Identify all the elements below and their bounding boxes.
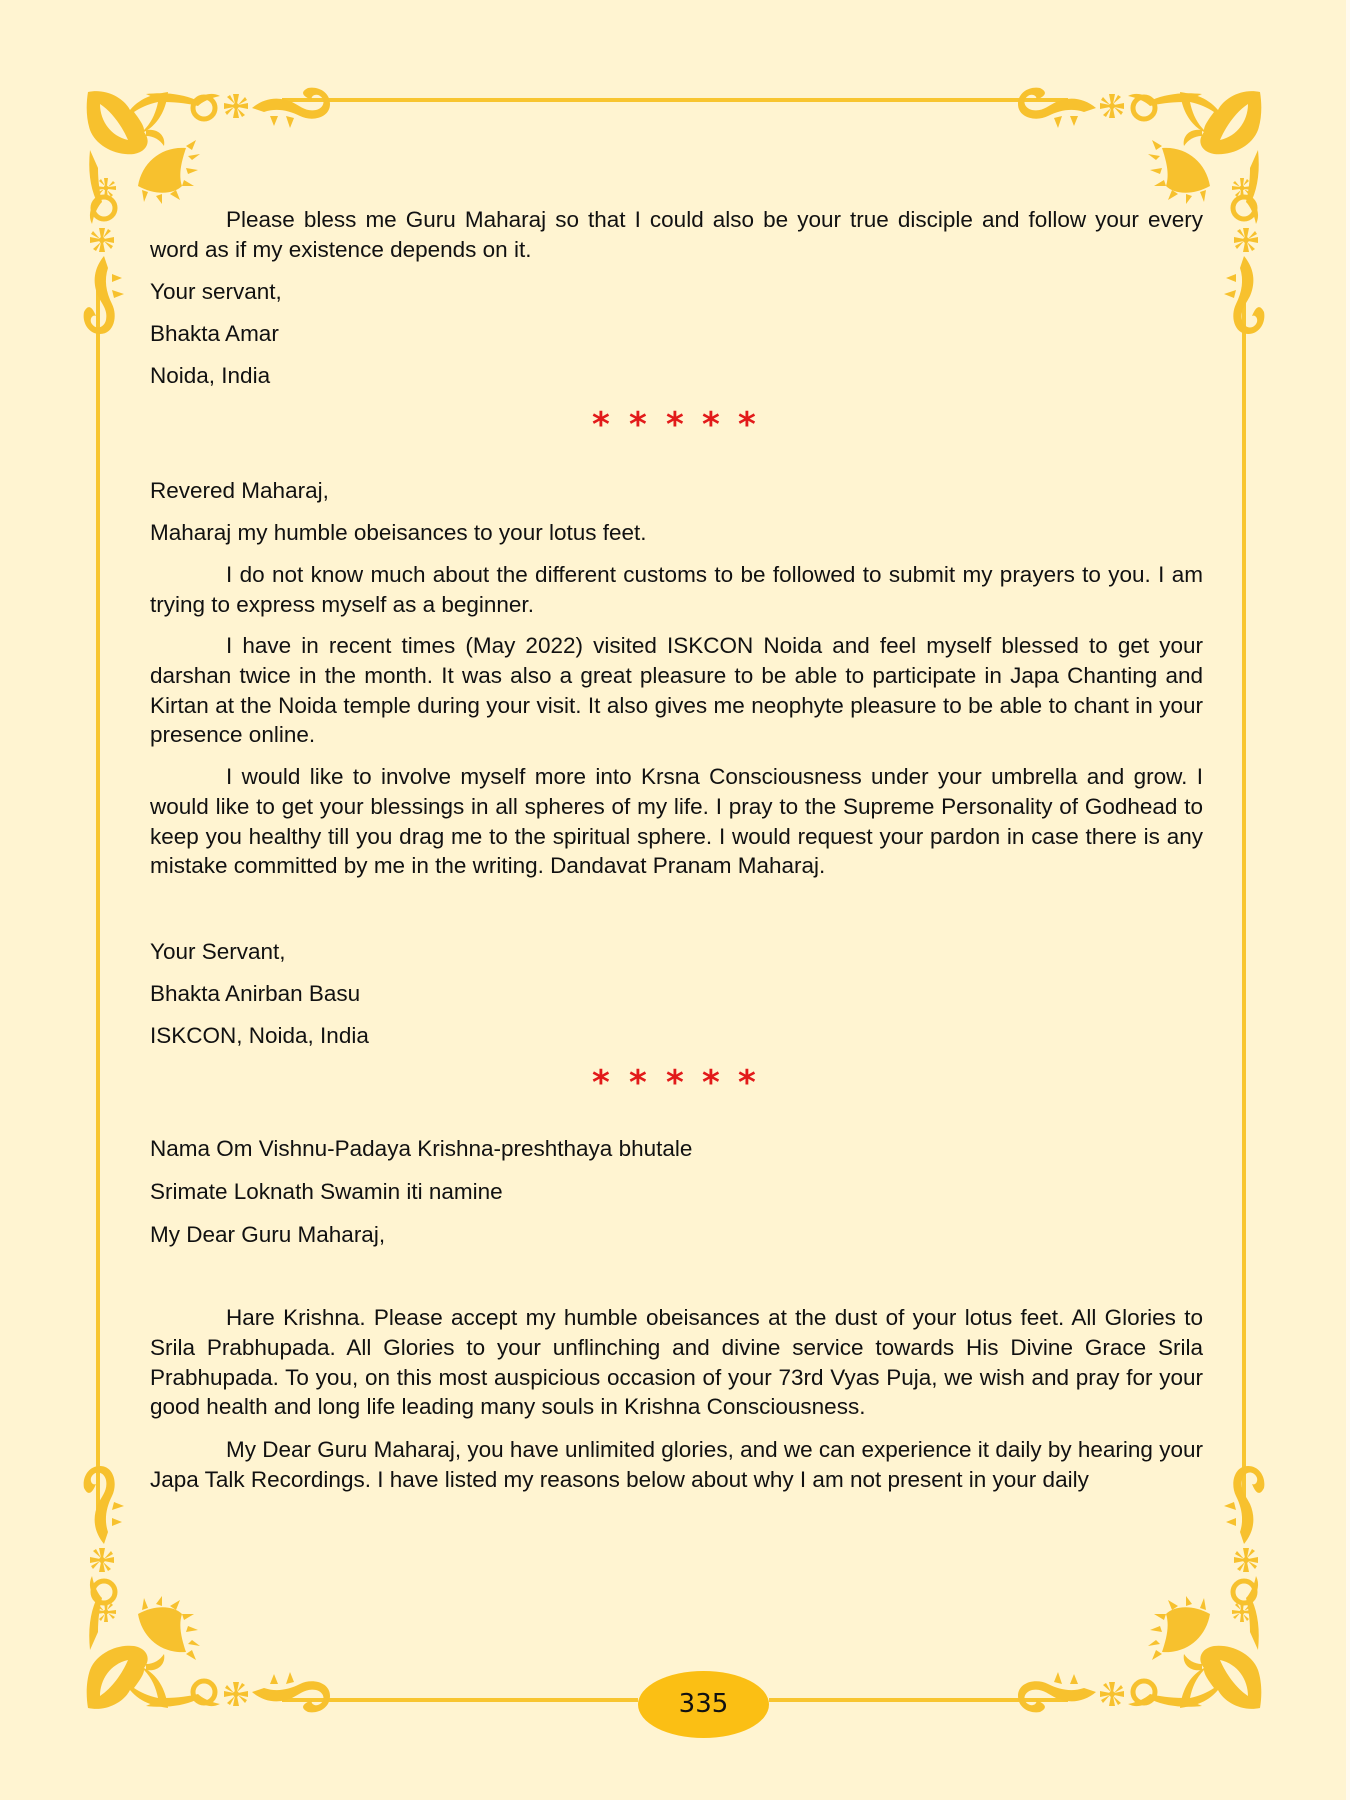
section-separator-stars	[592, 1063, 762, 1103]
separator-star: *	[592, 405, 610, 445]
letter3-paragraph: My Dear Guru Maharaj, you have unlimited glories, and we can experience it daily by hearing your Japa Talk Recordings. I have listed my reasons below about why I am not present in your daily	[150, 1437, 1203, 1492]
corner-ornament-bottom-left	[84, 1466, 330, 1712]
letter2-closing: Your Servant,	[150, 939, 286, 964]
letter1-closing: Your servant,	[150, 279, 282, 304]
letter2-paragraph: I have in recent times (May 2022) visited ISKCON Noida and feel myself blessed to get your darshan twice in the month. It was also a great pleasure to be able to participate in Japa Chanting and Kirtan at the Noida temple during your visit. It also gives me neophyte pleasure to be able to chant in your presence online.	[150, 633, 1203, 748]
letter1-signature-location: Noida, India	[150, 363, 271, 388]
letter3-paragraph: Hare Krishna. Please accept my humble obeisances at the dust of your lotus feet. All Glories to Srila Prabhupada. All Glories to your unflinching and divine service towards His Divine Grace Srila Prabhupada. To you, on this most auspicious occasion of your 73rd Vyas Puja, we wish and pray for your good health and long life leading many souls in Krishna Consciousness.	[150, 1305, 1203, 1420]
separator-star: *	[738, 1063, 756, 1103]
letter2-greeting: Maharaj my humble obeisances to your lotus feet.	[150, 520, 647, 545]
corner-ornament-bottom-right	[1018, 1466, 1264, 1712]
letter2-signature-name: Bhakta Anirban Basu	[150, 981, 361, 1006]
letter3-salutation: My Dear Guru Maharaj,	[150, 1222, 386, 1247]
letter2-paragraph: I do not know much about the different customs to be followed to submit my prayers to you. I am trying to express myself as a beginner.	[150, 562, 1203, 617]
separator-star: *	[666, 1063, 684, 1103]
separator-star: *	[666, 405, 684, 445]
letter1-signature-name: Bhakta Amar	[150, 321, 279, 346]
separator-star: *	[702, 1063, 720, 1103]
page-number-badge	[638, 1671, 769, 1738]
separator-star: *	[629, 1063, 647, 1103]
letter1-closing-paragraph: Please bless me Guru Maharaj so that I could also be your true disciple and follow your every word as if my existence depends on it.	[150, 207, 1203, 262]
section-separator-stars	[592, 405, 762, 445]
letter2-signature-location: ISKCON, Noida, India	[150, 1023, 369, 1048]
page-number: 335	[678, 1689, 729, 1719]
separator-star: *	[592, 1063, 610, 1103]
separator-star: *	[702, 405, 720, 445]
separator-star: *	[629, 405, 647, 445]
letter2-salutation: Revered Maharaj,	[150, 478, 329, 503]
letter3-prayer-line: Srimate Loknath Swamin iti namine	[150, 1179, 503, 1204]
separator-star: *	[738, 405, 756, 445]
letter3-prayer-line: Nama Om Vishnu-Padaya Krishna-preshthaya bhutale	[150, 1136, 693, 1161]
letter2-paragraph: I would like to involve myself more into Krsna Consciousness under your umbrella and grow. I would like to get your blessings in all spheres of my life. I pray to the Supreme Personality of Godhead to keep you healthy till you drag me to the spiritual sphere. I would request your pardon in case there is any mistake committed by me in the writing. Dandavat Pranam Maharaj.	[150, 764, 1203, 879]
